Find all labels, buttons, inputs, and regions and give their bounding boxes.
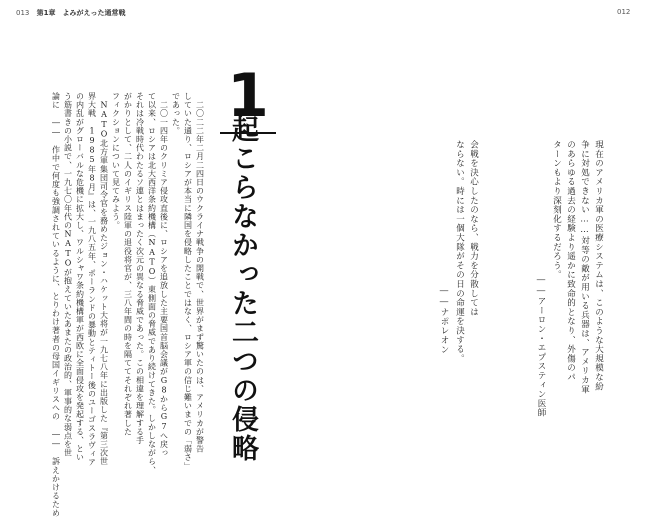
epigraph-line: 争に対処できない……対等の敵が用いる兵器は、アメリカ軍: [579, 140, 590, 395]
page-number-right: 012: [617, 8, 631, 16]
running-header-right: [617, 8, 635, 16]
body-line: 二〇一四年のクリミア侵攻直後に、ロシアを追放した主要国首脳会議がG8からG7へ戻っ: [159, 92, 169, 458]
body-line: フィクションについて見てみよう。: [111, 92, 121, 230]
epigraph-line: ターンもより深刻化するだろう。: [551, 140, 562, 280]
chapter-title: 起こらなかった二つの侵略: [227, 115, 258, 463]
body-line: て以来、ロシアは北大西洋条約機構（NATO）東側面の脅威であり続けてきた。しかしながら、: [147, 92, 157, 475]
epigraph-attribution: ――アーロン・エプスティン医師: [536, 275, 546, 418]
chapter-number: 1: [227, 61, 269, 131]
body-line: それは冷戦時代わたるソ連とはまったく次元の異なる脅威であった。この相違を理解する手: [135, 92, 145, 445]
page-number-left: 013: [16, 9, 30, 17]
epigraph-line: のあらゆる過去の経験より遥かに致命的となり、外傷のパ: [565, 140, 576, 382]
epigraph-line: 会戦を決心したのなら、戦力を分散しては: [468, 140, 479, 317]
running-header-left: [16, 8, 125, 18]
body-line: の内乱がグローバルな危機に拡大し、ワルシャワ条約機構軍が西欧に全面侵攻を発起する、とい: [75, 92, 85, 462]
body-line: う筋書きの小説で、一九七〇年代のNATOが抱えていたあまたの政治的、軍事的な弱点を世: [63, 92, 73, 458]
body-line: していた通り、ロシアが本当に隣国を侵略したことではなく、ロシア軍の信じ難いまでの「弱さ」: [183, 92, 193, 471]
epigraph-line: 現在のアメリカ軍の医療システムは、このような大規模な紛: [593, 140, 604, 392]
epigraph-attribution: ――ナポレオン: [439, 286, 449, 355]
body-line: NATO北方軍集団司令官を務めたジョン・ハケット大将が一九七八年に出版した『第三次世: [99, 92, 109, 466]
body-line: 界大戦 1985年8月』は、一九八五年、ポーランドの暴動とティトー後のユーゴスラヴィア: [87, 92, 97, 467]
epigraph-line: ならない。時には一個大隊がその日の命運を決する。: [454, 140, 465, 364]
body-line: がかりとして、二人のイギリス陸軍の退役将官が、三八年間の時を隔ててそれぞれ著した: [123, 92, 133, 436]
body-line: 二〇二二年二月二四日のウクライナ戦争の開戦で、世界がまず驚いたのは、アメリカが警告: [195, 92, 205, 454]
body-line: 論に ―― 作中で何度も強調されているように、とりわけ著者の母国イギリスへの ―― 訴えかけるため: [51, 92, 61, 517]
running-chapter-title: 第1章 よみがえった通常戦: [36, 9, 126, 17]
body-line: であった。: [171, 92, 181, 135]
